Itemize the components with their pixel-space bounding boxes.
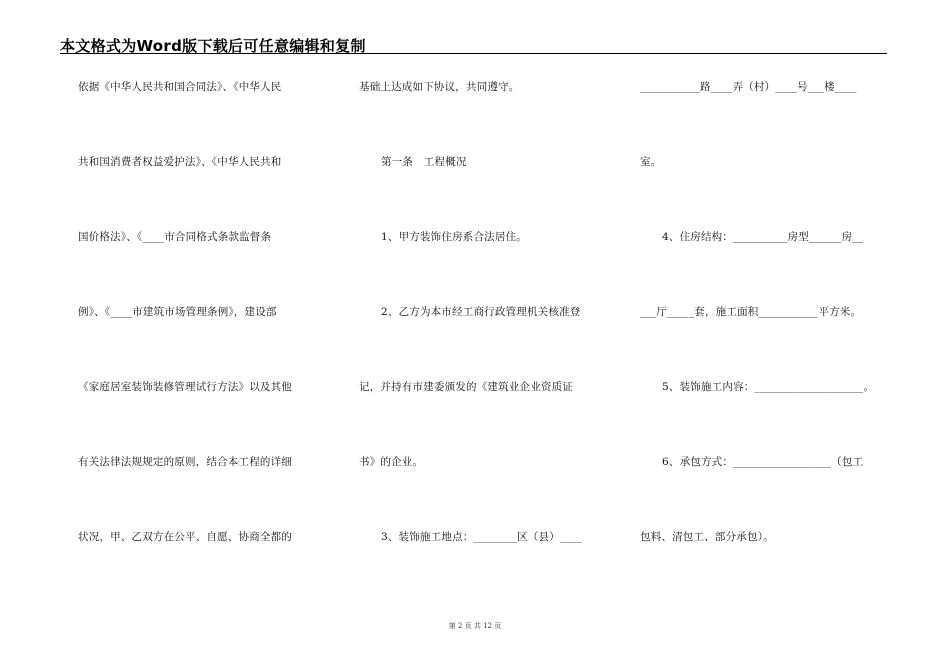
text-line: 记，并持有市建委颁发的《建筑业企业资质证 (359, 381, 573, 393)
document-header (60, 33, 886, 53)
text-line: 2、乙方为本市经工商行政管理机关核准登 (381, 306, 581, 318)
text-line: 有关法律法规规定的原则，结合本工程的详细 (78, 456, 292, 468)
header-title: 本文格式为Word版下载后可任意编辑和复制 (60, 37, 366, 55)
text-column-1 (78, 78, 328, 558)
text-line: 6、承包方式：__________________（包工 (662, 456, 864, 468)
text-line: ___________路____弄（村）____号___楼____ (640, 81, 857, 93)
text-line: 依据《中华人民共和国合同法》、《中华人民 (78, 81, 282, 93)
header-divider (60, 53, 887, 54)
text-line: 书》的企业。 (359, 456, 424, 468)
text-line: 状况，甲、乙双方在公平、自愿、协商全都的 (78, 531, 292, 543)
text-line: 国价格法》、《____市合同格式条款监督条 (78, 231, 272, 243)
section-heading: 第一条 工程概况 (381, 156, 467, 168)
text-line: 基础上达成如下协议，共同遵守。 (359, 81, 520, 93)
text-line: 例》、《____市建筑市场管理条例》，建设部 (78, 306, 277, 318)
text-line: ___厅_____套，施工面积___________平方米。 (640, 306, 862, 318)
text-line: 1、甲方装饰住房系合法居住。 (381, 231, 527, 243)
text-column-2 (359, 78, 609, 558)
text-line: 《家庭居室装饰装修管理试行方法》以及其他 (78, 381, 292, 393)
text-line: 3、装饰施工地点：________区（县）____ (381, 531, 582, 543)
text-line: 室。 (640, 156, 662, 168)
text-column-3 (640, 78, 890, 558)
text-line: 5、装饰施工内容：____________________。 (662, 381, 875, 393)
page-number: 第 2 页 共 12 页 (448, 622, 502, 630)
text-line: 共和国消费者权益爱护法》、《中华人民共和 (78, 156, 282, 168)
text-line: 包料、清包工、部分承包）。 (640, 531, 774, 543)
text-line: 4、住房结构：__________房型______房__ (662, 231, 864, 243)
